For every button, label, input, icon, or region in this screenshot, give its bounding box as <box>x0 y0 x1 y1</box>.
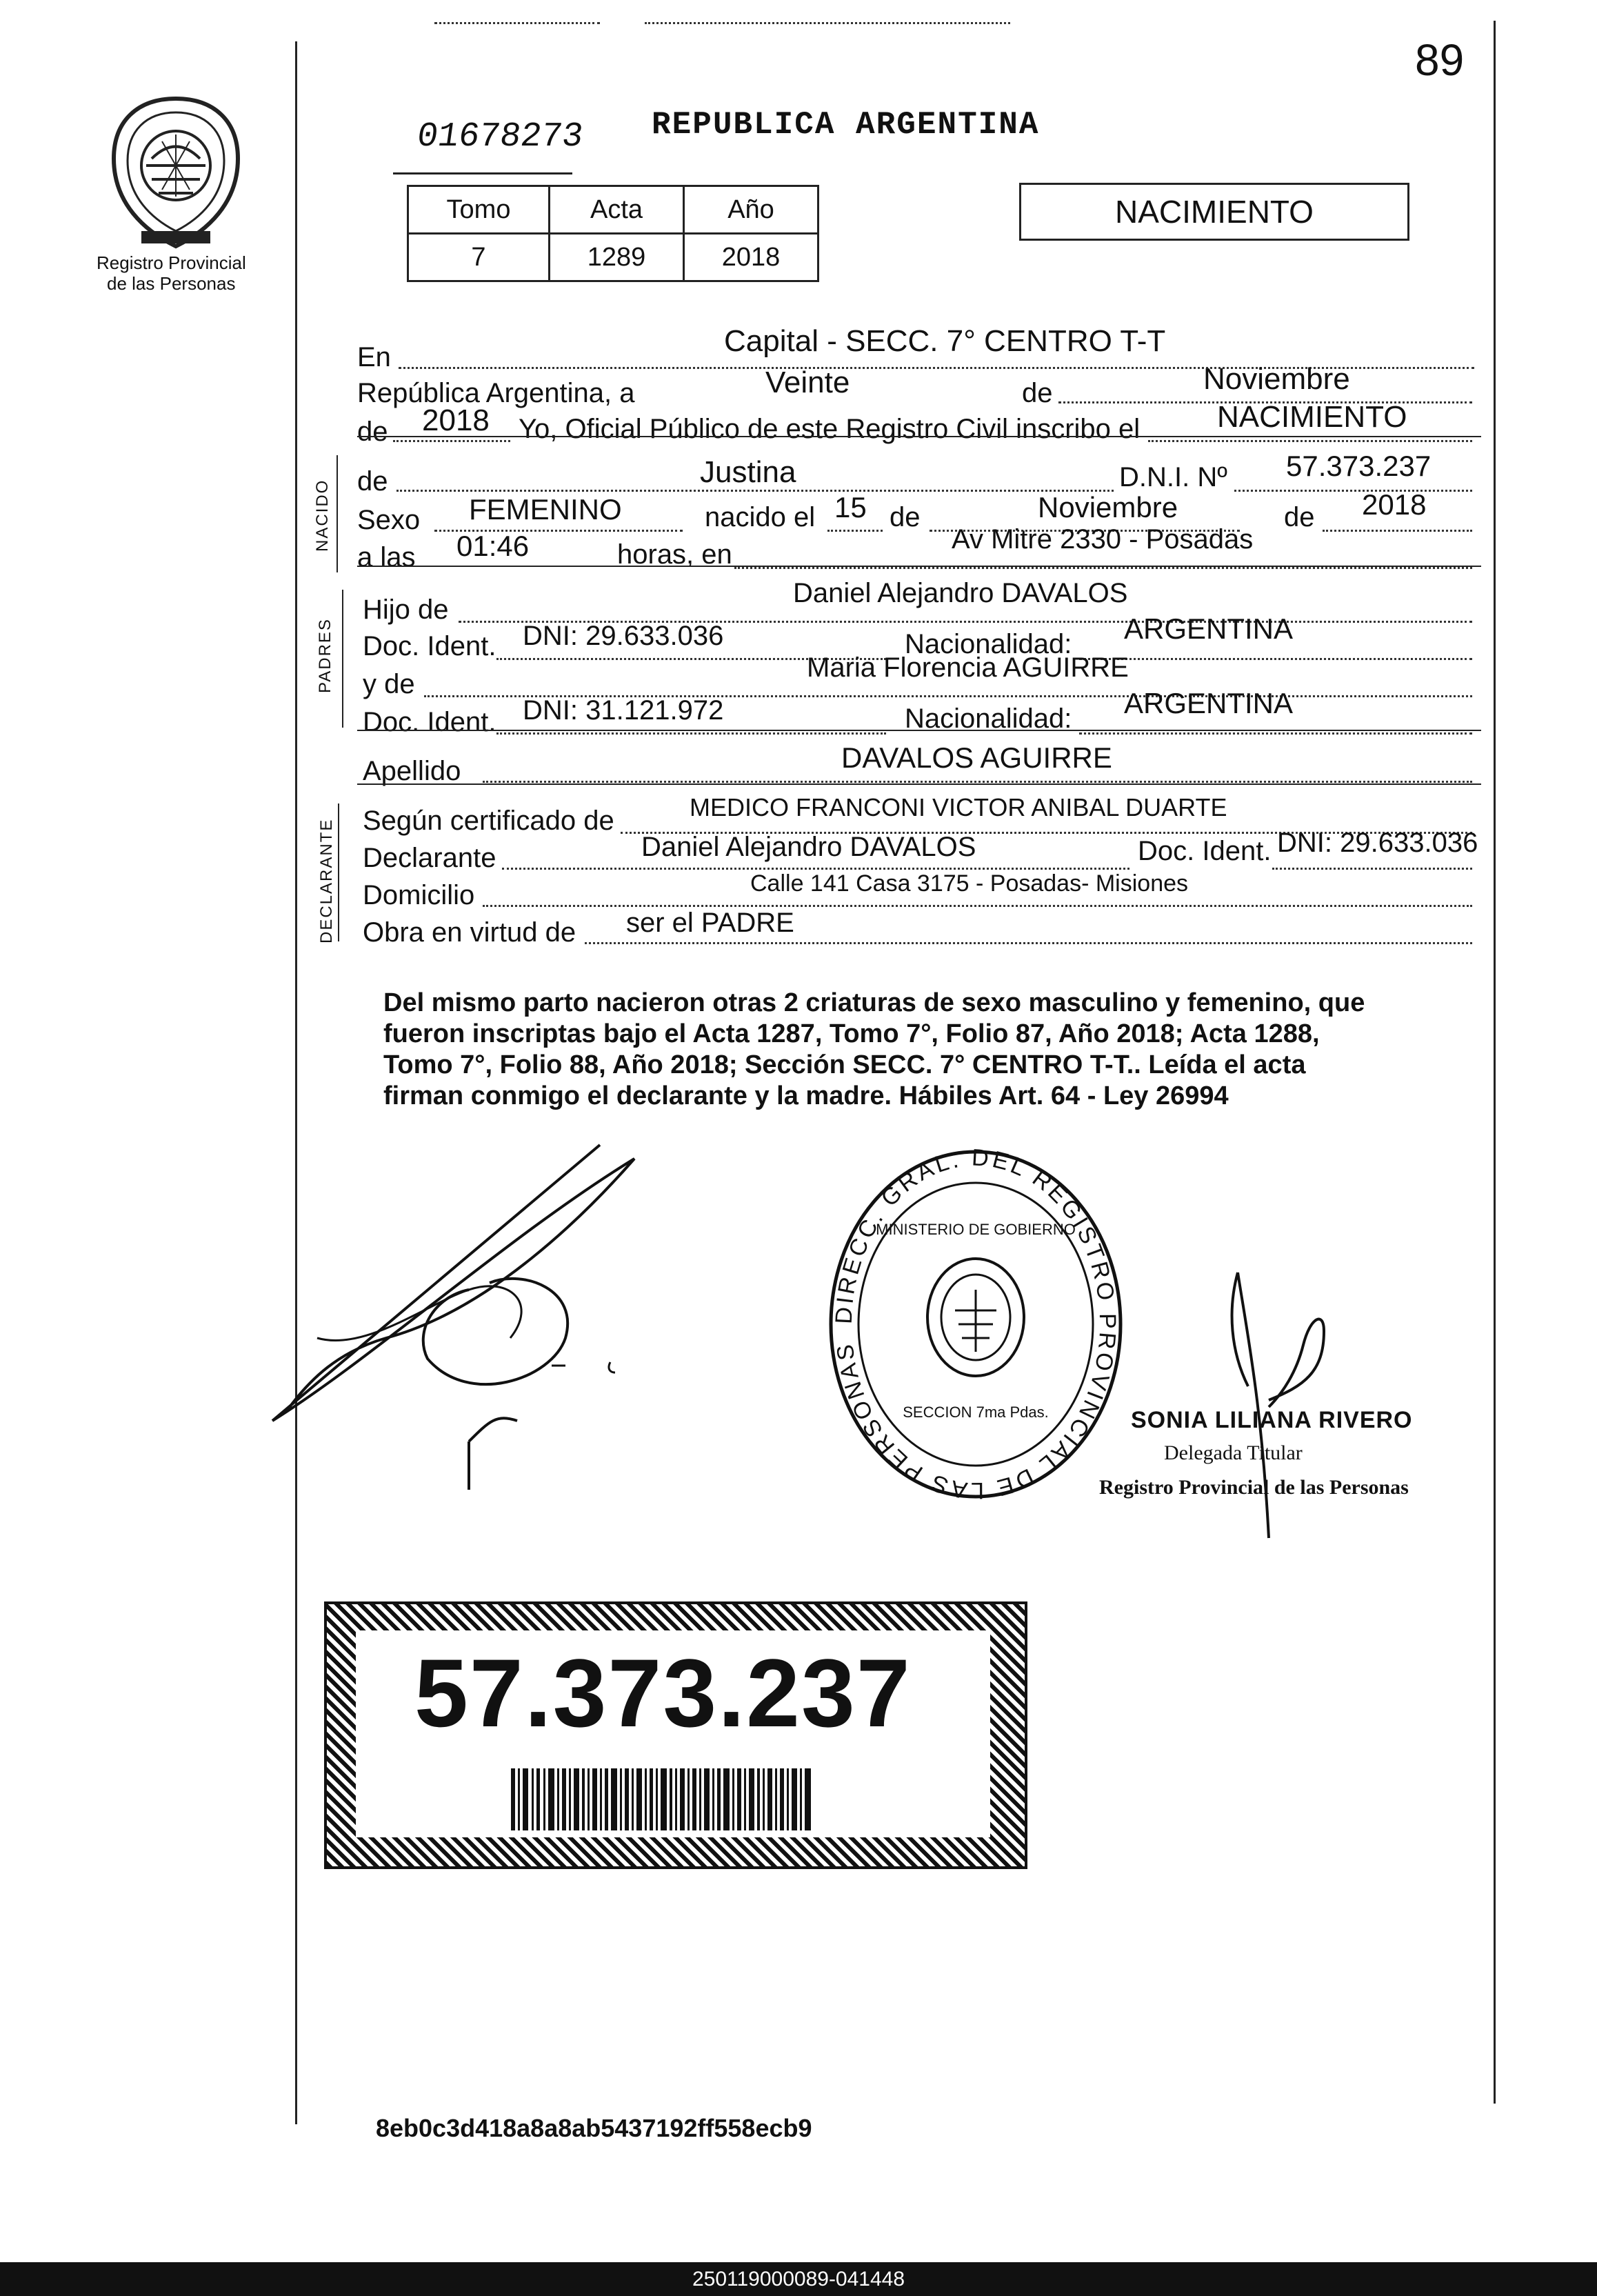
table-header: Año <box>684 186 818 234</box>
birth-day: 15 <box>834 491 867 523</box>
child-dni: 57.373.237 <box>1286 450 1432 482</box>
apellido-value: DAVALOS AGUIRRE <box>841 741 1112 774</box>
document-hash: 8eb0c3d418a8a8ab5437192ff558ecb9 <box>376 2114 812 2142</box>
id-label <box>324 1601 1027 1869</box>
nacido-de-label-3: de <box>1284 502 1315 532</box>
nacido-bracket <box>337 455 338 572</box>
nacido-de-label: de <box>357 466 388 497</box>
mother-doc: DNI: 31.121.972 <box>523 695 724 726</box>
horas-label: horas, en <box>617 539 732 570</box>
table-cell: 2018 <box>684 234 818 281</box>
mother-nac-label: Nacionalidad: <box>905 703 1072 734</box>
hijo-label: Hijo de <box>363 595 449 625</box>
province-seal-icon <box>103 93 248 252</box>
declarante-doc: DNI: 29.633.036 <box>1277 828 1478 858</box>
right-margin-line <box>1494 21 1496 2104</box>
father-doc-label: Doc. Ident. <box>363 631 496 661</box>
en-label: En <box>357 342 391 372</box>
org-caption-line1: Registro Provincial <box>97 252 246 273</box>
day-dots <box>645 0 1010 24</box>
header-title: REPUBLICA ARGENTINA <box>652 107 1040 143</box>
note-line: firman conmigo el declarante y la madre. Hábiles Art. 64 - Ley 26994 <box>383 1081 1229 1110</box>
child-name: Justina <box>700 455 796 489</box>
record-type: NACIMIENTO <box>1115 194 1314 230</box>
birth-year: 2018 <box>1362 488 1427 521</box>
id-label-inner <box>356 1630 990 1837</box>
serial-underline <box>393 172 572 174</box>
father-name: Daniel Alejandro DAVALOS <box>793 578 1128 608</box>
divider-2 <box>357 566 1481 567</box>
signatory-org: Registro Provincial de las Personas <box>1099 1476 1409 1499</box>
padres-section-label: PADRES <box>316 618 334 693</box>
birth-time: 01:46 <box>456 530 530 562</box>
declarante-section-label: DECLARANTE <box>317 818 336 944</box>
father-nationality: ARGENTINA <box>1124 612 1294 645</box>
table-header: Acta <box>550 186 684 234</box>
domicilio-label: Domicilio <box>363 880 475 910</box>
table-cell: 1289 <box>550 234 684 281</box>
signatory-name: SONIA LILIANA RIVERO <box>1131 1407 1413 1433</box>
footer-bar <box>0 2262 1597 2296</box>
republica-label: República Argentina, a <box>357 378 635 408</box>
birth-month: Noviembre <box>1038 491 1178 523</box>
birth-place: Av Mitre 2330 - Posadas <box>952 524 1254 555</box>
page-number: 89 <box>1415 35 1465 85</box>
father-nac-label: Nacionalidad: <box>905 629 1072 659</box>
divider-1 <box>357 436 1481 437</box>
nacido-de-label-2: de <box>890 502 921 532</box>
oficial-text: Yo, Oficial Público de este Registro Civil inscribo el <box>519 414 1141 444</box>
de2-label: de <box>357 417 388 447</box>
father-doc: DNI: 29.633.036 <box>523 621 724 651</box>
declarante-bracket <box>338 803 339 941</box>
obra-value: ser el PADRE <box>626 908 794 938</box>
birth-note <box>383 988 1487 1112</box>
nacido-el-label: nacido el <box>705 502 816 532</box>
table-cell: 7 <box>408 234 550 281</box>
stamp-inner-text: MINISTERIO DE GOBIERNO <box>876 1221 1076 1238</box>
apellido-label: Apellido <box>363 756 461 786</box>
declarante-label: Declarante <box>363 843 496 873</box>
id-number: 57.373.237 <box>414 1639 912 1747</box>
footer-code: 250119000089-041448 <box>692 2268 905 2290</box>
declarante-value: Daniel Alejandro DAVALOS <box>641 832 976 862</box>
year-value: 2018 <box>422 403 490 437</box>
org-caption-line2: de las Personas <box>107 273 236 294</box>
time-dots <box>434 0 600 24</box>
note-line: Del mismo parto nacieron otras 2 criaturas de sexo masculino y femenino, que <box>383 988 1365 1017</box>
divider-4 <box>357 783 1481 785</box>
a-las-label: a las <box>357 542 416 572</box>
segun-label: Según certificado de <box>363 806 614 836</box>
stamp-bottom-text: SECCION 7ma Pdas. <box>903 1404 1049 1421</box>
left-margin-line <box>295 41 297 2124</box>
dni-label: D.N.I. Nº <box>1119 462 1227 492</box>
divider-3 <box>357 730 1481 731</box>
barcode-icon <box>511 1768 814 1830</box>
certificate-value: MEDICO FRANCONI VICTOR ANIBAL DUARTE <box>690 793 1227 821</box>
obra-label: Obra en virtud de <box>363 917 576 948</box>
record-type-box <box>1019 183 1409 241</box>
mother-nationality: ARGENTINA <box>1124 687 1294 719</box>
stamp-outer-text: DIRECC. GRAL. DEL REGISTRO PROVINCIAL DE LAS PERSONAS <box>830 1145 1121 1504</box>
declarante-doc-label: Doc. Ident. <box>1138 836 1272 866</box>
registry-stamp <box>824 1145 1127 1504</box>
inscribed-type: NACIMIENTO <box>1217 400 1407 434</box>
note-line: fueron inscriptas bajo el Acta 1287, Tomo 7°, Folio 87, Año 2018; Acta 1288, <box>383 1019 1320 1048</box>
note-line: Tomo 7°, Folio 88, Año 2018; Sección SECC. 7° CENTRO T-T.. Leída el acta <box>383 1050 1306 1079</box>
serial-number: 01678273 <box>414 117 586 157</box>
en-value: Capital - SECC. 7° CENTRO T-T <box>724 324 1166 358</box>
de-label: de <box>1022 378 1053 408</box>
yde-label: y de <box>363 669 415 699</box>
mother-doc-label: Doc. Ident. <box>363 707 496 737</box>
domicilio-value: Calle 141 Casa 3175 - Posadas- Misiones <box>750 870 1189 897</box>
table-header: Tomo <box>408 186 550 234</box>
nacido-section-label: NACIDO <box>313 479 332 552</box>
sexo-label: Sexo <box>357 505 421 535</box>
mother-name: Maria Florencia AGUIRRE <box>807 652 1129 683</box>
month-value: Noviembre <box>1203 362 1350 396</box>
declarant-signature <box>262 1131 710 1517</box>
day-words: Veinte <box>765 366 850 399</box>
sexo-value: FEMENINO <box>469 493 622 526</box>
padres-bracket <box>342 590 343 728</box>
record-table <box>407 185 819 282</box>
signatory-role: Delegada Titular <box>1164 1441 1303 1464</box>
